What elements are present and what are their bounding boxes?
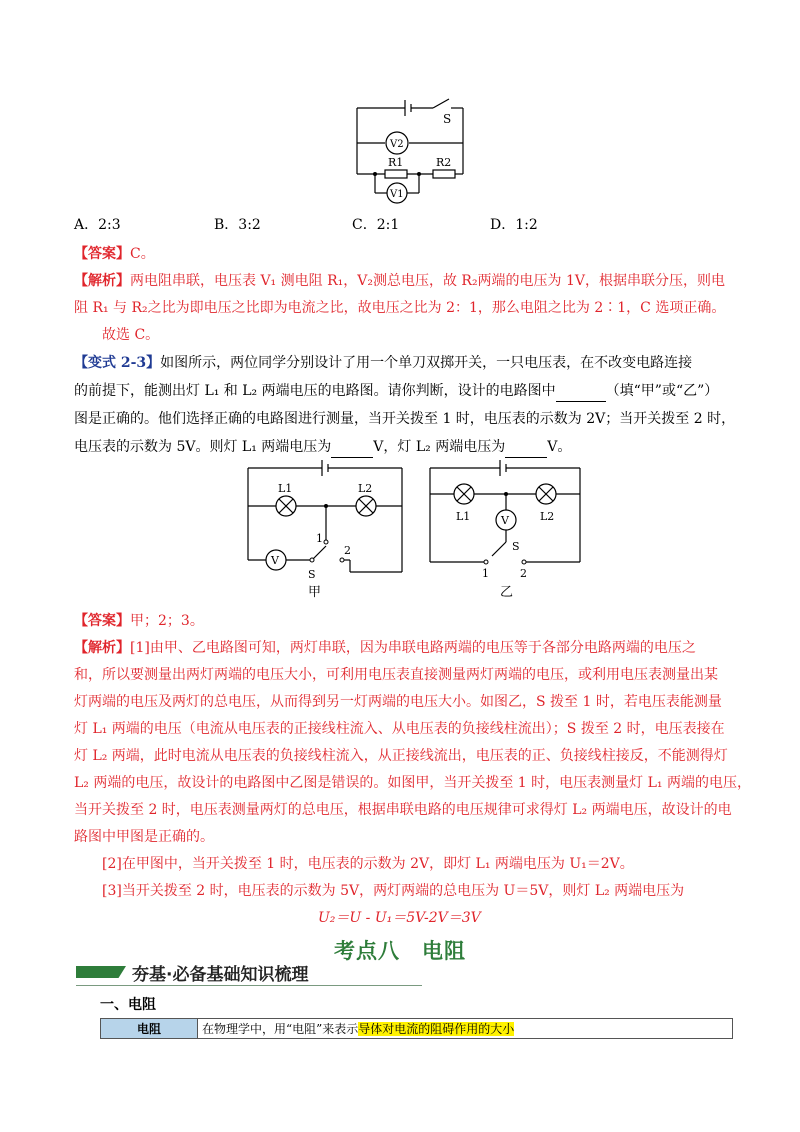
resistor-r2-icon [433,170,455,178]
pos2-label: 2 [344,544,351,557]
pos1-label: 1 [482,567,489,580]
option-d: D．1:2 [490,217,538,233]
pos2-label: 2 [520,567,527,580]
option-a: A．2:3 [74,217,121,233]
analysis-2-line-8: 路图中甲图是正确的。 [74,829,214,845]
answer-label: 【答案】 [74,246,130,262]
r1-label: R1 [388,156,404,169]
r2-label: R2 [436,156,452,169]
switch-icon [433,99,449,108]
banner-bar-icon [76,966,126,978]
knowledge-table [100,1018,733,1039]
answer-2 [74,610,204,632]
analysis-2-line-3: 灯两端的电压及两灯的总电压，从而得到另一灯两端的电压大小。如图乙，S 拨至 1 时，若电压表能测量 [74,694,722,710]
section-heading: 考点八 电阻 [334,939,466,963]
analysis-2-line-10: [3]当开关拨至 2 时，电压表的示数为 5V，两灯两端的总电压为 U＝5V，则灯 L₂ 两端电压为 [102,883,685,899]
answer-1 [74,243,155,265]
analysis-1-line-3: 故选 C。 [102,327,160,343]
problem-line-4: 电压表的示数为 5V。则灯 L₁ 两端电压为 V，灯 L₂ 两端电压为 V。 [74,436,571,458]
analysis-2-line-4: 灯 L₁ 两端的电压（电流从电压表的正接线柱流入、从电压表的负接线柱流出）；S 拨至 2 时，电压表接在 [74,721,725,737]
circuit-diagram-jia [242,450,412,600]
switch-icon [492,542,506,556]
switch-label: S [443,112,452,126]
answer-value: C。 [130,246,155,262]
v1-label: V1 [390,189,404,200]
analysis-2-line-2: 和，所以要测量出两灯两端的电压大小，可利用电压表直接测量两灯两端的电压，或利用电压表测量出某 [74,667,718,683]
subheading: 一、电阻 [100,997,156,1013]
table-header-cell: 电阻 [101,1019,198,1039]
knowledge-banner [76,958,422,988]
analysis-2-line-1: 【解析】[1]由甲、乙电路图可知，两灯串联，因为串联电路两端的电压等于各部分电路两端的电压之 [74,640,696,656]
l2-label: L2 [540,510,555,523]
v-label: V [501,514,509,527]
caption-yi: 乙 [500,585,514,600]
resistor-r1-icon [385,170,407,178]
switch-icon [312,546,326,560]
problem-line-1: 【变式 2-3】如图所示，两位同学分别设计了用一个单刀双掷开关，一只电压表，在不改变电路连接 [74,355,693,371]
s-label: S [308,568,316,581]
table-row [101,1019,733,1039]
answer-value: 甲；2；3。 [130,613,204,629]
blank-1[interactable] [556,387,606,402]
problem-line-3: 图是正确的。他们选择正确的电路图进行测量，当开关拨至 1 时，电压表的示数为 2V；当开关拨至 2 时， [74,411,736,427]
analysis-1-line-2: 阻 R₁ 与 R₂之比为即电压之比即为电流之比，故电压之比为 2：1，那么电阻之比为 2∶1，C 选项正确。 [74,300,726,316]
l1-label: L1 [456,510,471,523]
pos1-label: 1 [316,532,323,545]
analysis-2-equation: U₂＝U - U₁＝5V-2V＝3V [318,910,481,926]
problem-line-2: 的前提下，能测出灯 L₁ 和 L₂ 两端电压的电路图。请你判断，设计的电路图中 （填“甲”或“乙”） [74,380,718,402]
option-b: B．3:2 [214,217,261,233]
analysis-2-line-7: 当开关拨至 2 时，电压表测量两灯的总电压，根据串联电路的电压规律可求得灯 L₂ 两端电压，故设计的电 [74,802,732,818]
circuit-diagram-yi [420,450,590,600]
analysis-2-line-6: L₂ 两端的电压，故设计的电路图中乙图是错误的。如图甲，当开关拨至 1 时，电压表测量灯 L₁ 两端的电压， [74,775,751,791]
banner-title: 夯基·必备基础知识梳理 [132,965,309,985]
v-label: V [271,554,279,567]
highlighted-text: 导体对电流的阻碍作用的大小 [358,1022,515,1036]
analysis-2-line-9: [2]在甲图中，当开关拨至 1 时，电压表的示数为 2V，即灯 L₁ 两端电压为 U₁＝2V。 [102,856,634,872]
caption-jia: 甲 [308,585,322,600]
banner-rule [76,985,422,986]
option-c: C．2:1 [352,217,400,233]
problem-label: 【变式 2-3】 [74,355,161,371]
analysis-label: 【解析】 [74,640,130,656]
analysis-label: 【解析】 [74,273,130,289]
table-content-cell: 在物理学中，用“电阻”来表示导体对电流的阻碍作用的大小 [198,1019,733,1039]
l2-label: L2 [358,482,373,495]
analysis-2-line-5: 灯 L₂ 两端，此时电流从电压表的负接线柱流入，从正接线流出，电压表的正、负接线柱接反，不能测得灯 [74,748,728,764]
s-label: S [512,540,520,553]
answer-label: 【答案】 [74,613,130,629]
series-resistor-circuit-diagram [345,90,475,205]
v2-label: V2 [390,139,404,150]
analysis-1-line-1: 【解析】两电阻串联，电压表 V₁ 测电阻 R₁，V₂测总电压，故 R₂两端的电压为 1V，根据串联分压，则电 [74,273,726,289]
l1-label: L1 [278,482,293,495]
